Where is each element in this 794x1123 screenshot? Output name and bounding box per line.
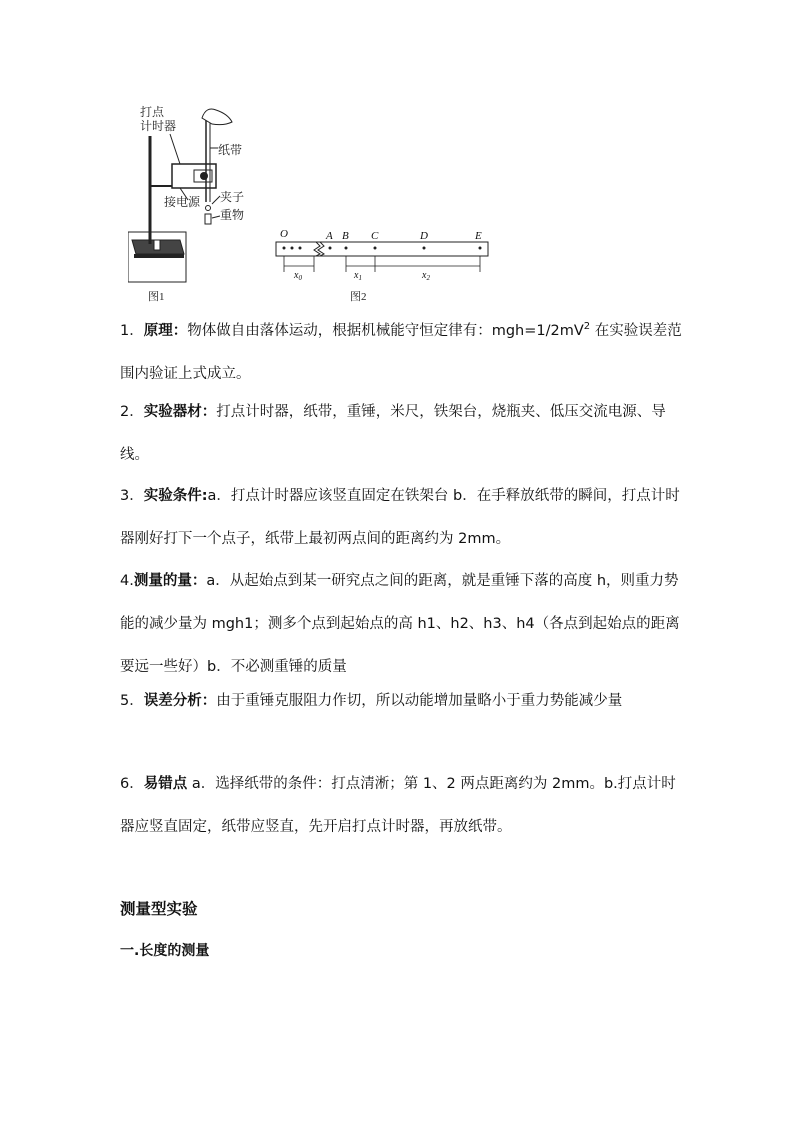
- dot-2: [291, 247, 294, 250]
- label-x0: $x_0$: [294, 270, 302, 282]
- item-5: [120, 680, 686, 723]
- item-1-num: 1．: [120, 322, 144, 339]
- item-3-title: 实验条件:: [143, 488, 208, 504]
- item-1-title: 原理：: [143, 322, 188, 339]
- item-3: [120, 475, 686, 561]
- dot-e: [479, 247, 482, 250]
- label-d: D: [420, 230, 428, 242]
- subsection-title: 一.长度的测量: [120, 943, 210, 959]
- item-6-title: 易错点: [143, 776, 188, 792]
- label-x1: $x_1$: [354, 270, 362, 282]
- label-x2: $x_2$: [422, 270, 430, 282]
- item-4-num: 4.: [120, 573, 134, 589]
- figure-1-label-power: 接电源: [164, 195, 201, 209]
- item-1: [120, 305, 686, 396]
- item-5-title: 误差分析：: [143, 693, 217, 709]
- item-1-text2: 在实验误差范围内验证上式成立。: [120, 322, 682, 382]
- figure-2-caption: 图2: [350, 291, 367, 303]
- figure-1-label-weight: 重物: [220, 208, 245, 222]
- item-6-text: a．选择纸带的条件：打点清淅；第 1、2 两点距离约为 2mm。b.打点计时器应竖直固定，纸带应竖直，先开启打点计时器，再放纸带。: [120, 776, 676, 835]
- figure-1-caption: 图1: [148, 291, 165, 303]
- section-title: 测量型实验: [120, 900, 198, 918]
- dot-o: [283, 247, 286, 250]
- label-a: A: [326, 230, 333, 242]
- figure-2-paper-tape: [274, 226, 494, 282]
- item-5-text: 由于重锤克服阻力作切，所以动能增加量略小于重力势能减少量: [216, 693, 623, 709]
- item-5-num: 5．: [120, 693, 144, 709]
- item-2: [120, 391, 686, 477]
- item-4-text: a．从起始点到某一研究点之间的距离，就是重锤下落的高度 h，则重力势能的减少量为 mgh1；测多个点到起始点的高 h1、h2、h3、h4（各点到起始点的距离要远一些好）b．不必测重锤的质量: [120, 573, 680, 675]
- item-3-num: 3．: [120, 488, 144, 504]
- item-6: [120, 763, 686, 849]
- item-1-sup: 2: [583, 321, 591, 332]
- item-3-text: a．打点计时器应该竖直固定在铁架台 b．在手释放纸带的瞬间，打点计时器刚好打下一个点子，纸带上最初两点间的距离约为 2mm。: [120, 488, 680, 547]
- label-o: O: [280, 228, 288, 240]
- item-4: [120, 560, 686, 689]
- figure-1-label-clip: 夹子: [220, 190, 245, 204]
- dot-d: [423, 247, 426, 250]
- label-e: E: [475, 230, 482, 242]
- item-4-title: 测量的量：: [133, 573, 207, 589]
- item-6-num: 6．: [120, 776, 144, 792]
- figure-1-label-paper: 纸带: [218, 143, 243, 157]
- dot-3: [299, 247, 302, 250]
- item-1-text: 物体做自由落体运动，根据机械能守恒定律有：mgh=1/2mV: [187, 322, 584, 339]
- label-b: B: [342, 230, 349, 242]
- figure-1-label-timer: 打点 计时器: [140, 105, 177, 133]
- label-c: C: [371, 230, 379, 242]
- item-2-num: 2．: [120, 404, 144, 420]
- dot-c: [374, 247, 377, 250]
- item-2-title: 实验器材：: [143, 404, 217, 420]
- dot-a: [329, 247, 332, 250]
- item-2-text: 打点计时器，纸带，重锤，米尺，铁架台，烧瓶夹、低压交流电源、导线。: [120, 404, 666, 463]
- dot-b: [345, 247, 348, 250]
